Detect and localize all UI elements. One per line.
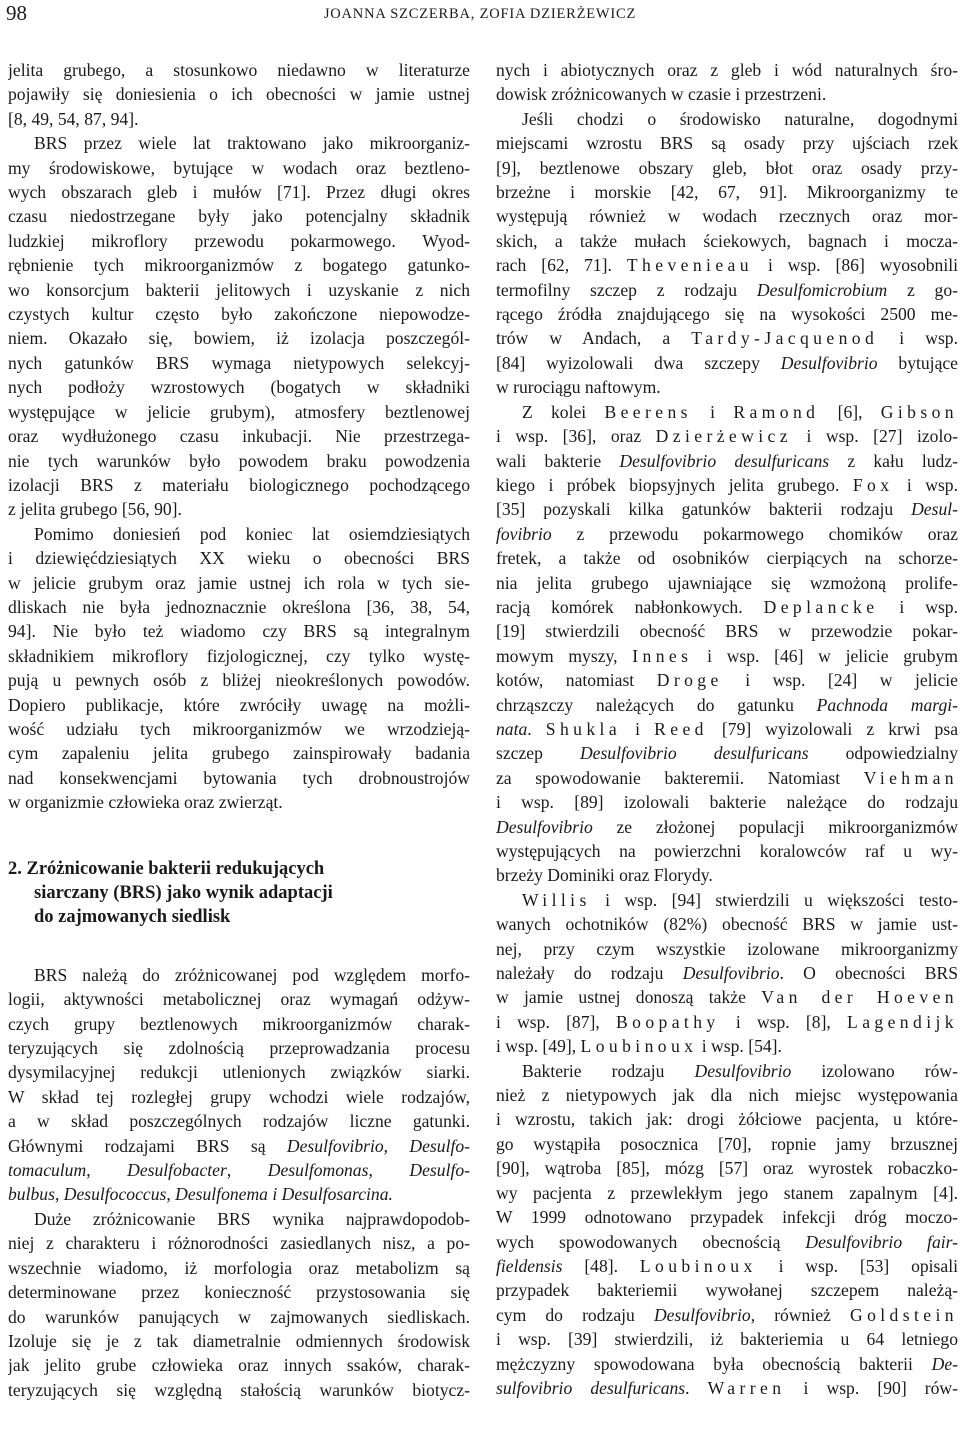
text-line: z jelita grubego [56, 90]. [8,499,182,520]
text-line: Bakterie rodzaju Desulfovibrio izolowano rów- [522,1060,958,1081]
text-line: Willis i wsp. [94] stwierdzili u większości testo- [522,889,958,910]
text-line: kotów, natomiast Droge i wsp. [24] w jelicie [496,670,958,691]
text-line: cym do rodzaju Desulfovibrio, również Goldstein [496,1304,958,1325]
text-line: nież z nietypowych jak dla nich miejsc występowania [496,1085,958,1106]
text-line: tomaculum, Desulfobacter, Desulfomonas, Desulfo- [8,1160,470,1181]
text-line: i wsp. [36], oraz Dzierżewicz i wsp. [27] izolo- [496,426,958,447]
right-column [496,58,958,1400]
heading-line: do zajmowanych siedlisk [34,907,231,928]
text-line: termofilny szczep z rodzaju Desulfomicrobium z go- [496,279,958,300]
text-line: i wsp. [39] stwierdzili, iż bakteriemia u 64 letniego [496,1329,958,1350]
text-line: składnikiem mikroflory fizjologicznej, czy tylko wystę- [8,645,470,666]
spacer [8,815,470,857]
text-line: ludzkiej mikroflory przewodu pokarmowego. Wyod- [8,230,470,251]
text-line: czych grupy beztlenowych mikroorganizmów charak- [8,1013,470,1034]
text-line: wość udziału tych mikroorganizmów we wrzodzieją- [8,718,470,739]
text-line: wali bakterie Desulfovibrio desulfuricans z kału ludz- [496,450,958,471]
text-line: należały do rodzaju Desulfovibrio. O obecności BRS [496,963,958,984]
text-line: nej, przy czym wszystkie izolowane mikroorganizmy [496,938,958,959]
page-header [0,0,960,40]
text-line: czasu niedostrzegane były jako potencjalny składnik [8,206,470,227]
text-line: Jeśli chodzi o środowisko naturalne, dogodnymi [522,108,958,129]
text-line: cym zapaleniu jelita grubego zainspirowały badania [8,743,470,764]
text-line: [84] wyizolowali dwa szczepy Desulfovibrio bytujące [496,352,958,373]
text-line: my środowiskowe, bytujące w wodach oraz beztleno- [8,157,470,178]
text-line: pują u pewnych osób z bliżej nieokreślonych powodów. [8,670,470,691]
text-line: i wsp. [89] izolowali bakterie należące do rodzaju [496,792,958,813]
text-line: go wystąpiła posocznica [70], ropnie jamy brzusznej [496,1133,958,1154]
text-line: [9], beztlenowe obszary gleb, błot oraz osady przy- [496,157,958,178]
text-line: kiego i próbek biopsyjnych jelita grubego. Fox i wsp. [496,474,958,495]
text-line: do warunków panujących w zajmowanych siedliskach. [8,1306,470,1327]
text-line: dowisk zróżnicowanych w czasie i przestrzeni. [496,84,827,105]
text-line: w jelicie grubym oraz jamie ustnej ich rola w tych sie- [8,572,470,593]
text-line: a w skład poszczególnych rodzajów liczne gatunki. [8,1111,470,1132]
text-line: skich, a także mułach ściekowych, bagnach i mocza- [496,230,958,251]
text-line: Izoluje się je z tak diametralnie odmiennych środowisk [8,1330,470,1351]
text-line: nych podłoży wzrostowych (bogatych w składniki [8,377,470,398]
text-line: [8, 49, 54, 87, 94]. [8,108,139,129]
text-line: wy pacjenta z przewlekłym jego stanem zapalnym [4]. [496,1182,958,1203]
text-line: fieldensis [48]. Loubinoux i wsp. [53] opisali [496,1255,958,1276]
text-line: nata. Shukla i Reed [79] wyizolowali z krwi psa [496,718,958,739]
text-line: dysymilacyjnej redukcji utlenionych związków siarki. [8,1062,470,1083]
text-line: teryzujących się względną stałością warunków biotycz- [8,1379,470,1400]
text-line: mowym myszy, Innes i wsp. [46] w jelicie grubym [496,645,958,666]
heading-line: 2. Zróżnicowanie bakterii redukujących [8,858,325,879]
text-line: nych i abiotycznych oraz z gleb i wód naturalnych śro- [496,60,958,80]
text-line: [35] pozyskali kilka gatunków bakterii rodzaju Desul- [496,499,958,520]
text-line: występujące w jelicie grubym), atmosfery beztlenowej [8,401,470,422]
spacer [8,930,470,963]
text-line: Z kolei Beerens i Ramond [6], Gibson [522,401,958,422]
text-line: miejscami wzrostu BRS są osady przy ujściach rzek [496,133,958,154]
left-column [8,58,470,1402]
text-line: fovibrio z przewodu pokarmowego chomików oraz [496,523,958,544]
text-line: rach [62, 71]. Thevenieau i wsp. [86] wyosobnili [496,255,958,276]
text-line: przypadek bakteriemii wywołanej szczepem należą- [496,1280,958,1301]
text-line: niej z charakteru i różnorodności zasiedlanych nisz, a po- [8,1233,470,1254]
text-line: rącego źródła znajdującego się na wysokości 2500 me- [496,304,958,325]
text-line: i wsp. [49], Loubinoux i wsp. [54]. [496,1036,782,1057]
running-head: JOANNA SZCZERBA, ZOFIA DZIERŻEWICZ [323,6,637,22]
text-line: [90], wątroba [85], mózg [57] oraz wyrostek robaczko- [496,1158,958,1179]
text-line: nie tych warunków było powodem braku powodzenia [8,450,470,471]
text-line: występujących na powierzchni koralowców raf u wy- [496,841,958,861]
text-line: i dziewięćdziesiątych XX wieku o obecności BRS [8,548,470,569]
text-line: jelita grubego, a stosunkowo niedawno w literaturze [8,60,470,80]
text-line: brzeżne i morskie [42, 67, 91]. Mikroorganizmy te [496,182,958,203]
text-line: za spowodowanie bakteremii. Natomiast Viehman [496,767,958,788]
text-line: BRS przez wiele lat traktowano jako mikroorganiz- [34,133,470,154]
text-line: izolacji BRS z materiału biologicznego pochodzącego [8,474,470,495]
text-line: w rurociągu naftowym. [496,377,661,398]
text-line: czystych kultur często było zakończone niepowodze- [8,304,470,325]
text-line: wych obszarach gleb i mułów [71]. Przez długi okres [8,182,470,203]
text-line: i wsp. [87], Boopathy i wsp. [8], Lagendijk [496,1011,958,1032]
heading-line: siarczany (BRS) jako wynik adaptacji [34,883,333,903]
text-line: oraz wydłużonego czasu inkubacji. Nie przestrzega- [8,426,470,447]
text-line: jak jelito grube człowieka oraz innych ssaków, charak- [8,1355,470,1376]
page-number: 98 [6,1,27,25]
section-heading [8,857,470,930]
text-line: determinowane przez konieczność przystosowania się [8,1282,470,1303]
text-line: sulfovibrio desulfuricans. Warren i wsp. [90] rów- [496,1377,958,1398]
text-line: BRS należą do zróżnicowanej pod względem morfo- [34,964,470,985]
text-line: Dopiero publikacje, które zwróciły uwagę na możli- [8,694,470,715]
text-line: Głównymi rodzajami BRS są Desulfovibrio, Desulfo- [8,1135,470,1156]
text-line: dliskach nie była jednoznacznie określona [36, 38, 54, [8,596,470,617]
text-line: pojawiły się doniesienia o ich obecności w jamie ustnej [8,84,470,105]
text-line: Desulfovibrio ze złożonej populacji mikroorganizmów [496,816,958,837]
text-line: w organizmie człowieka oraz zwierząt. [8,792,283,813]
text-line: rębnienie tych mikroorganizmów z bogatego gatunko- [8,255,470,276]
text-line: brzeży Dominiki oraz Florydy. [496,865,713,886]
text-line: nia jelita grubego ujawniające się wzmożoną prolife- [496,572,958,593]
text-line: logii, aktywności metabolicznej oraz wymagań odżyw- [8,989,470,1010]
text-line: wo konsorcjum bakterii jelitowych i uzyskanie z nich [8,279,470,300]
text-line: w jamie ustnej donoszą także Van der Hoeven [496,987,958,1008]
text-line: szczep Desulfovibrio desulfuricans odpowiedzialny [496,743,958,764]
text-line: racją komórek nabłonkowych. Deplancke i wsp. [496,596,958,617]
text-line: nad konsekwencjami bytowania tych drobnoustrojów [8,767,470,788]
text-line: nych gatunków BRS wymaga nietypowych selekcyj- [8,352,470,373]
text-line: W 1999 odnotowano przypadek infekcji dróg moczo- [496,1207,958,1228]
text-line: trów w Andach, a Tardy-Jacquenod i wsp. [496,328,958,349]
text-line: niem. Okazało się, bowiem, iż izolacja poszczegól- [8,328,470,349]
text-line: i wzrostu, takich jak: drogi żółciowe pacjenta, u które- [496,1109,958,1130]
text-line: mężczyzny spowodowana była obecnością bakterii De- [496,1353,958,1374]
text-line: teryzujących się zdolnością przeprowadzania procesu [8,1038,470,1059]
text-line: występują również w wodach rzecznych oraz mor- [496,206,958,227]
text-line: W skład tej rozległej grupy wchodzi wiele rodzajów, [8,1086,470,1107]
text-line: fretek, a także od osobników cierpiących na schorze- [496,548,958,569]
text-line: wanych ochotników (82%) obecność BRS w jamie ust- [496,914,958,935]
text-line: [19] stwierdzili obecność BRS w przewodzie pokar- [496,621,958,642]
text-line: wych spowodowanych obecnością Desulfovibrio fair- [496,1231,958,1252]
text-line: wszechnie wiadomo, iż morfologia oraz metabolizm są [8,1257,470,1278]
text-line: 94]. Nie było też wiadomo czy BRS są integralnym [8,621,470,642]
text-line: chrząszczy należących do gatunku Pachnoda margi- [496,694,958,715]
text-line: bulbus, Desulfococcus, Desulfonema i Desulfosarcina. [8,1184,393,1205]
text-line: Duże zróżnicowanie BRS wynika najprawdopodob- [34,1208,470,1229]
text-line: Pomimo doniesień pod koniec lat osiemdziesiątych [34,523,470,544]
